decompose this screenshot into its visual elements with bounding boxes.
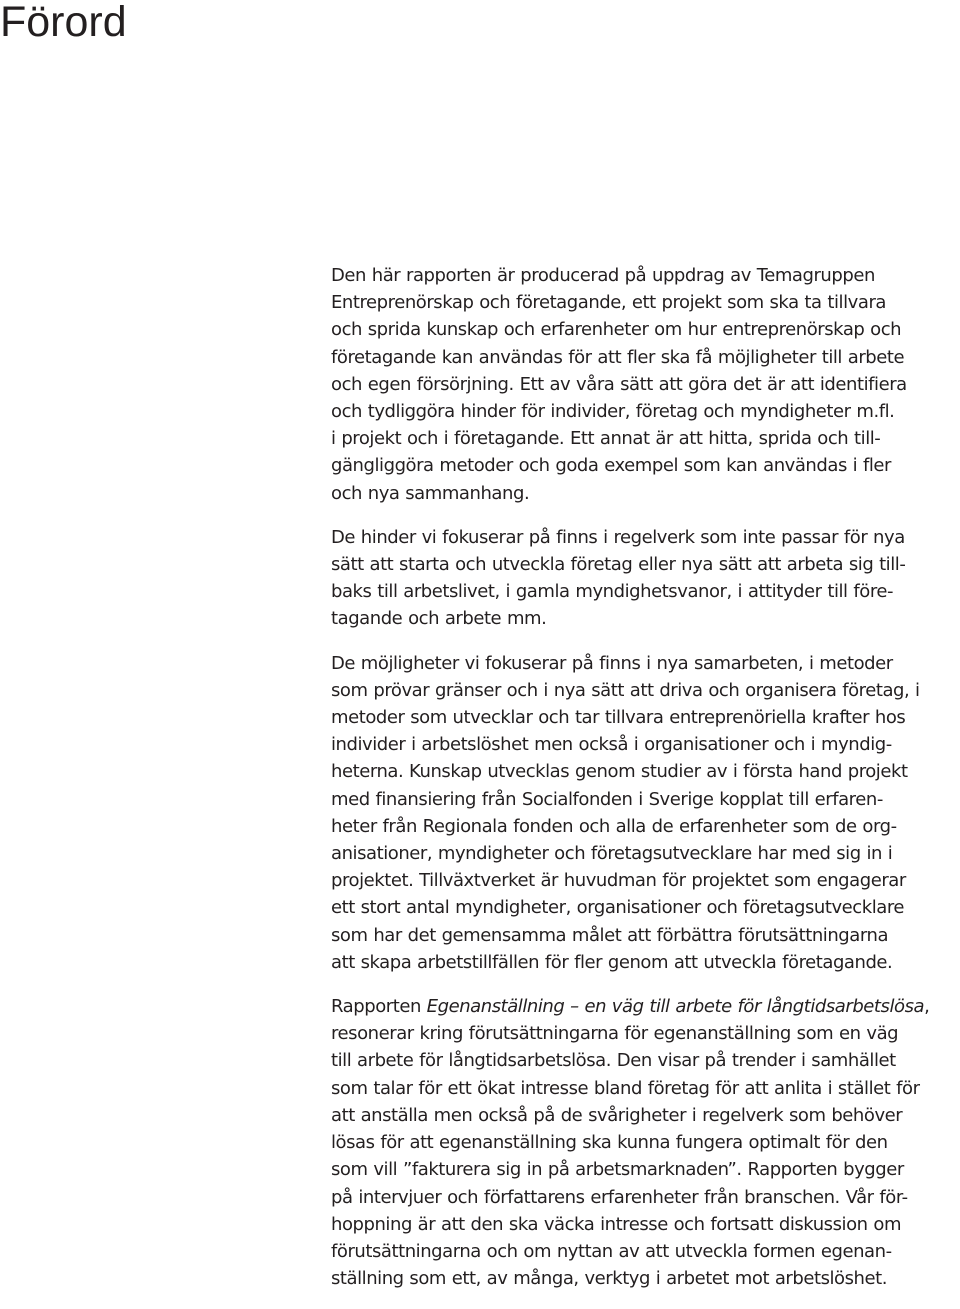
text-line: på intervjuer och författarens erfarenheter från branschen. Vår för-: [331, 1186, 908, 1208]
text-line: lösas för att egenanställning ska kunna fungera optimalt för den: [331, 1132, 888, 1154]
body-text: [331, 262, 960, 1309]
report-title: Egenanställning – en väg till arbete för långtidsarbetslösa: [426, 996, 925, 1018]
text-line: anisationer, myndigheter och företagsutvecklare har med sig in i: [331, 843, 893, 865]
text-line: ett stort antal myndigheter, organisationer och företagsutvecklare: [331, 897, 905, 919]
paragraph-3: [331, 650, 960, 976]
text-line: ställning som ett, av många, verktyg i arbetet mot arbetslöshet.: [331, 1268, 888, 1290]
paragraph-1: [331, 262, 960, 507]
text-line: De hinder vi fokuserar på finns i regelverk som inte passar för nya: [331, 526, 905, 548]
text-line: som prövar gränser och i nya sätt att driva och organisera företag, i: [331, 679, 920, 701]
text-line: projektet. Tillväxtverket är huvudman för projektet som engagerar: [331, 870, 906, 892]
text-line: baks till arbetslivet, i gamla myndighetsvanor, i attityder till före-: [331, 581, 894, 603]
text-line: förutsättningarna och om nyttan av att utveckla formen egenan-: [331, 1240, 892, 1262]
text-line: som talar för ett ökat intresse bland företag för att anlita i stället för: [331, 1077, 920, 1099]
text-line: tagande och arbete mm.: [331, 608, 547, 630]
text-fragment: ,: [924, 996, 930, 1018]
text-line: och nya sammanhang.: [331, 482, 530, 504]
text-line: heterna. Kunskap utvecklas genom studier av i första hand projekt: [331, 761, 908, 783]
text-line: som har det gemensamma målet att förbättra förutsättningarna: [331, 924, 889, 946]
text-line: i projekt och i företagande. Ett annat är att hitta, sprida och till-: [331, 428, 881, 450]
paragraph-4: [331, 993, 960, 1292]
text-line: som vill ”fakturera sig in på arbetsmarknaden”. Rapporten bygger: [331, 1159, 904, 1181]
text-line: De möjligheter vi fokuserar på finns i nya samarbeten, i metoder: [331, 652, 893, 674]
text-line: [331, 993, 960, 1020]
text-line: metoder som utvecklar och tar tillvara entreprenöriella krafter hos: [331, 707, 906, 729]
text-line: heter från Regionala fonden och alla de erfarenheter som de org-: [331, 815, 897, 837]
text-line: och sprida kunskap och erfarenheter om hur entreprenörskap och: [331, 319, 902, 341]
text-line: individer i arbetslöshet men också i organisationer och i myndig-: [331, 734, 892, 756]
text-line: företagande kan användas för att fler ska få möjligheter till arbete: [331, 346, 905, 368]
text-line: med finansiering från Socialfonden i Sverige kopplat till erfaren-: [331, 788, 883, 810]
text-line: resonerar kring förutsättningarna för egenanställning som en väg: [331, 1023, 899, 1045]
paragraph-2: [331, 524, 960, 633]
text-line: gängliggöra metoder och goda exempel som kan användas i fler: [331, 455, 891, 477]
text-line: och tydliggöra hinder för individer, företag och myndigheter m.fl.: [331, 401, 895, 423]
page-title: Förord: [0, 0, 127, 46]
text-line: sätt att starta och utveckla företag eller nya sätt att arbeta sig till-: [331, 554, 906, 576]
text-fragment: Rapporten: [331, 996, 427, 1018]
text-line: att anställa men också på de svårigheter i regelverk som behöver: [331, 1104, 903, 1126]
text-line: att skapa arbetstillfällen för fler genom att utveckla företagande.: [331, 951, 893, 973]
text-line: hoppning är att den ska väcka intresse och fortsatt diskussion om: [331, 1213, 902, 1235]
text-line: och egen försörjning. Ett av våra sätt att göra det är att identifiera: [331, 373, 907, 395]
text-line: Entreprenörskap och företagande, ett projekt som ska ta tillvara: [331, 292, 886, 314]
text-line: till arbete för långtidsarbetslösa. Den visar på trender i samhället: [331, 1050, 896, 1072]
text-line: Den här rapporten är producerad på uppdrag av Temagruppen: [331, 265, 875, 286]
